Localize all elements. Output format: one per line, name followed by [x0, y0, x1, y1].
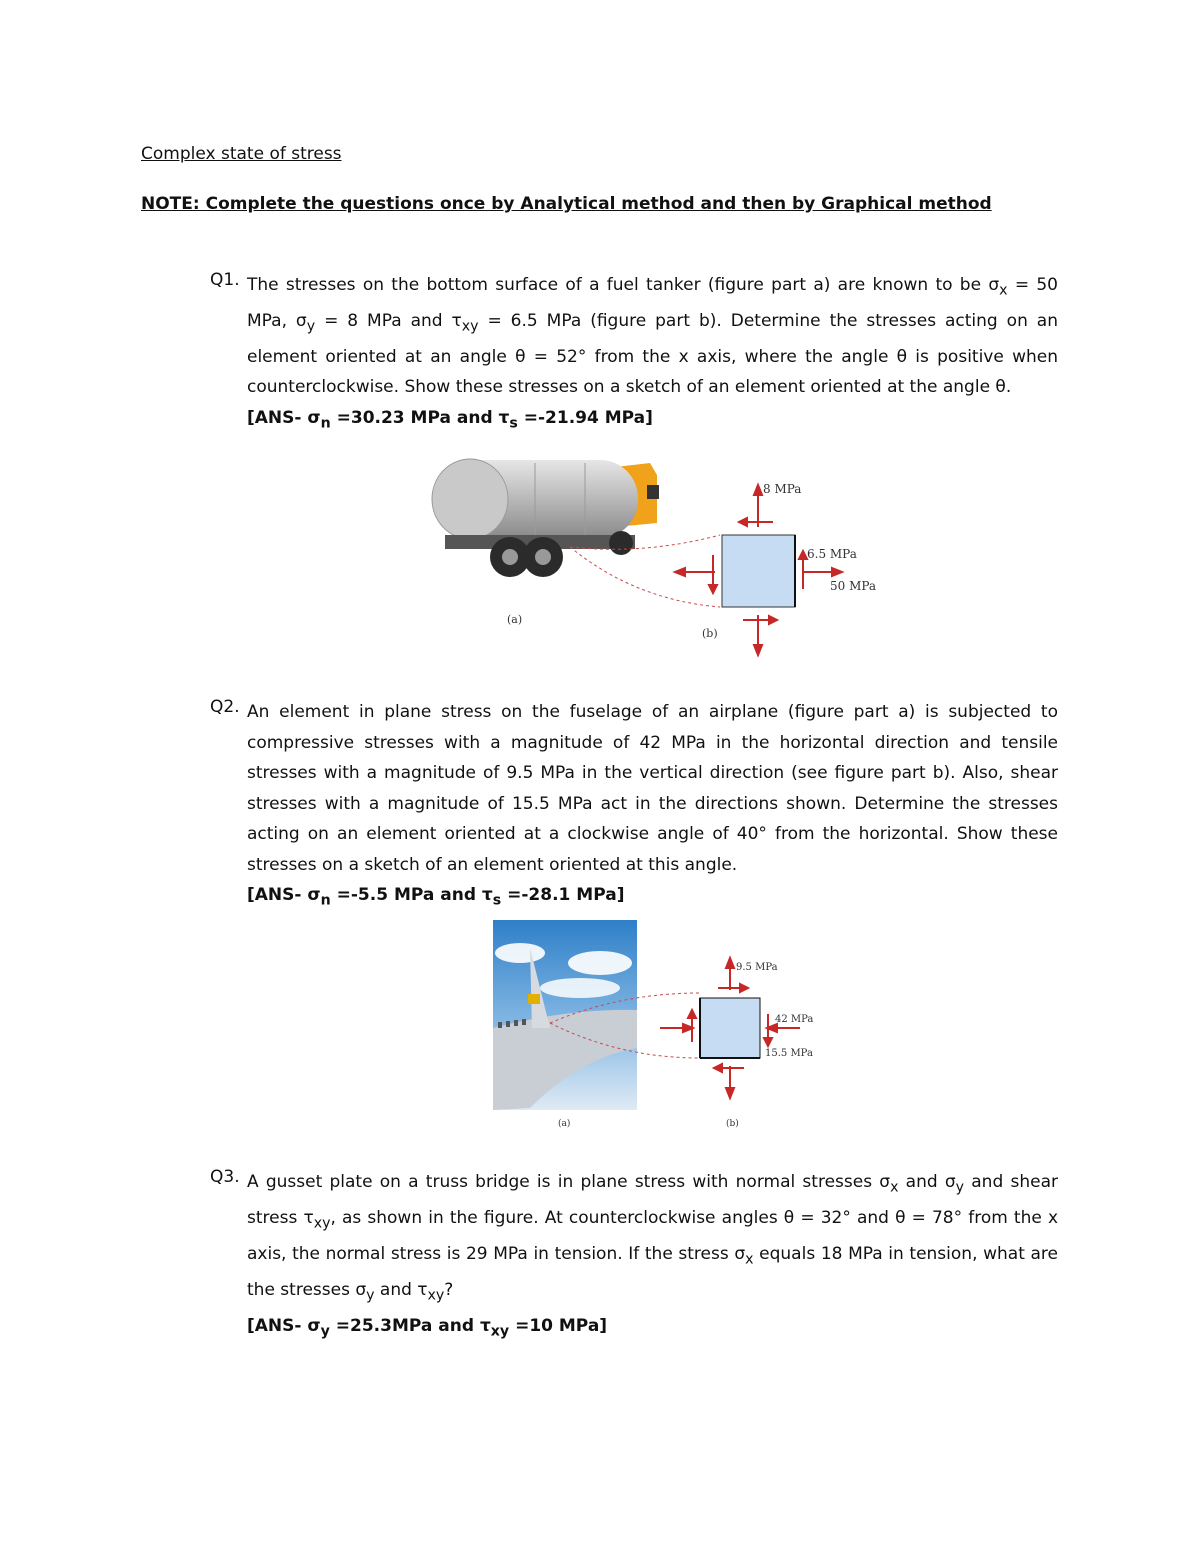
question-number: Q2.	[210, 697, 240, 717]
tau-label: 15.5 MPa	[765, 1048, 813, 1059]
sigma-x-label: 42 MPa	[775, 1014, 814, 1025]
tau-label: 6.5 MPa	[807, 547, 857, 561]
question-1	[212, 270, 1058, 439]
fuel-tanker-figure	[425, 455, 895, 665]
answer: [ANS- $\sigma_n =-5.5$ MPa and $\tau_s =-28.1$ MPa]	[247, 885, 625, 909]
callout-line-bottom	[570, 547, 720, 607]
answer: [ANS- $\sigma_n =30.23$ MPa and $\tau_s =-21.94$ MPa]	[247, 407, 653, 432]
figure-part-b-label: (b)	[726, 1119, 739, 1129]
figure-part-a-label: (a)	[558, 1119, 571, 1129]
figure-part-a-label: (a)	[507, 613, 523, 626]
tanker-truck-illustration	[432, 459, 659, 577]
figure-part-b-label: (b)	[702, 627, 718, 640]
question-2	[212, 697, 1058, 916]
question-number: Q3.	[210, 1167, 240, 1187]
stress-element	[700, 998, 760, 1058]
airplane-figure	[490, 918, 830, 1133]
question-text: An element in plane stress on the fuselage of an airplane (figure part a) is subjected to compressive stresses with a magnitude of 42 MPa in the horizontal direction and tensile stresses with a magnitude of 9.5 MPa in the vertical direction (see figure part b). Also, shear stresses with a magnitude of 15.5 MPa act in the directions shown. Determine the stresses acting on an element oriented at a clockwise angle of 40° from the horizontal. Show these stresses on a sketch of an element oriented at this angle. [ANS- $\sigma_n =-5.5$ MPa and $\tau_s =-28.1$ MPa]	[247, 702, 1058, 909]
question-3	[212, 1167, 1058, 1346]
question-text: The stresses on the bottom surface of a fuel tanker (figure part a) are known to be $\sigma_x = 50$ MPa, $\sigma_y = 8$ MPa and $\tau_{xy} = 6.5$ MPa (figure part b). Determine the stresses acting on an element oriented at an angle θ = 52° from the x axis, where the angle θ is positive when counterclockwise. Show these stresses on a sketch of an element oriented at the angle θ. [ANS- $\sigma_n =30.23$ MPa and $\tau_s =-21.94$ MPa]	[247, 275, 1059, 432]
answer: [ANS- $\sigma_y =25.3MPa$ and $\tau_{xy} =10$ MPa]	[247, 1315, 608, 1339]
document-title: Complex state of stress	[141, 144, 342, 164]
question-number: Q1.	[210, 270, 240, 290]
airplane-photo	[493, 920, 637, 1110]
method-note: NOTE: Complete the questions once by Analytical method and then by Graphical method	[141, 194, 992, 214]
sigma-y-label: 8 MPa	[763, 482, 802, 496]
sigma-x-label: 50 MPa	[830, 579, 877, 593]
stress-element	[722, 535, 795, 607]
question-text: A gusset plate on a truss bridge is in plane stress with normal stresses $\sigma_x$ and $\sigma_y$ and shear stress $\tau_{xy}$, as shown in the figure. At counterclockwise angles θ = 32° and θ = 78° from the x axis, the normal stress is 29 MPa in tension. If the stress $\sigma_x$ equals 18 MPa in tension, what are the stresses $\sigma_y$ and $\tau_{xy}$? [ANS- $\sigma_y =25.3MPa$ and $\tau_{xy} =10$ MPa]	[247, 1172, 1059, 1339]
sigma-y-label: 9.5 MPa	[736, 962, 778, 973]
